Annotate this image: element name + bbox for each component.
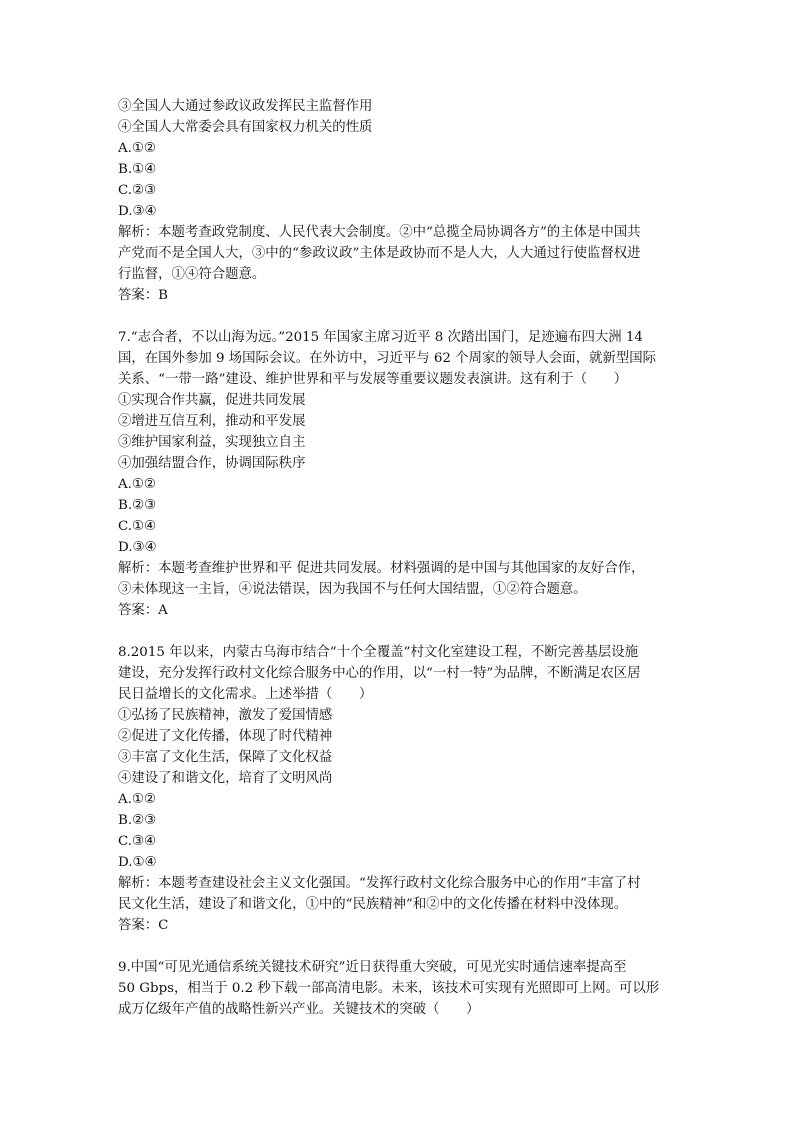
answer: 答案：C [118, 918, 169, 933]
analysis-line: 民文化生活，建设了和谐文化，①中的“民族精神”和②中的文化传播在材料中没体现。 [118, 897, 628, 912]
option-a: A.①② [118, 477, 156, 492]
statement-3: ③维护国家利益，实现独立自主 [118, 435, 306, 450]
question-stem: 国，在国外参加 9 场国际会议。在外访中，习近平与 62 个周家的领导人会面，就新型国际 [118, 351, 657, 366]
question-stem: 建设，充分发挥行政村文化综合服务中心的作用，以“一村一特”为品牌，不断满足农区居 [118, 666, 641, 681]
analysis-line: 解析：本题考查维护世界和平 促进共同发展。材料强调的是中国与其他国家的友好合作， [118, 561, 645, 576]
option-b: B.②③ [118, 813, 157, 828]
statement-3: ③全国人大通过参政议政发挥民主监督作用 [118, 99, 373, 114]
question-stem: 关系、“一带一路”建设、维护世界和平与发展等重要议题发表演讲。这有利于（ ） [118, 372, 628, 387]
statement-4: ④加强结盟合作，协调国际秩序 [118, 456, 306, 471]
option-a: A.①② [118, 792, 156, 807]
option-d: D.③④ [118, 204, 157, 219]
question-stem: 50 Gbps，相当于 0.2 秒下载一部高清电影。未来，该技术可实现有光照即可上网。可以形 [118, 981, 660, 996]
spacer [118, 306, 684, 327]
option-b: B.②③ [118, 498, 157, 513]
statement-1: ①实现合作共赢，促进共同发展 [118, 393, 306, 408]
question-9 [118, 957, 684, 1020]
question-stem: 7.“志合者，不以山海为远。”2015 年国家主席习近平 8 次踏出国门，足迹遍布四大洲 14 [118, 330, 643, 345]
option-d: D.①④ [118, 855, 157, 870]
question-stem: 成万亿级年产值的战略性新兴产业。关键技术的突破（ ） [118, 1002, 480, 1017]
spacer [118, 621, 684, 642]
analysis-line: ③未体现这一主旨，④说法错误，因为我国不与任何大国结盟，①②符合题意。 [118, 582, 587, 597]
option-c: C.②③ [118, 183, 157, 198]
analysis-line: 产党而不是全国人大，③中的“参政议政”主体是政协而不是人大，人大通过行使监督权进 [118, 246, 641, 261]
statement-4: ④建设了和谐文化，培育了文明风尚 [118, 771, 333, 786]
statement-2: ②增进互信互利，推动和平发展 [118, 414, 306, 429]
analysis-line: 解析：本题考查建设社会主义文化强国。“发挥行政村文化综合服务中心的作用”丰富了村 [118, 876, 641, 891]
option-c: C.③④ [118, 834, 157, 849]
statement-1: ①弘扬了民族精神，激发了爱国情感 [118, 708, 333, 723]
analysis-line: 行监督，①④符合题意。 [118, 267, 266, 282]
option-a: A.①② [118, 141, 156, 156]
analysis-line: 解析：本题考查政党制度、人民代表大会制度。②中“总揽全局协调各方”的主体是中国共 [118, 225, 641, 240]
option-b: B.①④ [118, 162, 157, 177]
option-d: D.③④ [118, 540, 157, 555]
option-c: C.①④ [118, 519, 157, 534]
answer: 答案：B [118, 288, 169, 303]
question-stem: 民日益增长的文化需求。上述举措（ ） [118, 687, 373, 702]
statement-2: ②促进了文化传播，体现了时代精神 [118, 729, 333, 744]
question-stem: 9.中国“可见光通信系统关键技术研究”近日获得重大突破，可见光实时通信速率提高至 [118, 960, 627, 975]
exam-content [118, 96, 684, 1020]
question-6-tail [118, 96, 684, 306]
question-8 [118, 642, 684, 936]
statement-4: ④全国人大常委会具有国家权力机关的性质 [118, 120, 373, 135]
spacer [118, 936, 684, 957]
question-stem: 8.2015 年以来，内蒙古乌海市结合“十个全覆盖”村文化室建设工程，不断完善基层设施 [118, 645, 639, 660]
question-7 [118, 327, 684, 621]
statement-3: ③丰富了文化生活，保障了文化权益 [118, 750, 333, 765]
answer: 答案：A [118, 603, 168, 618]
